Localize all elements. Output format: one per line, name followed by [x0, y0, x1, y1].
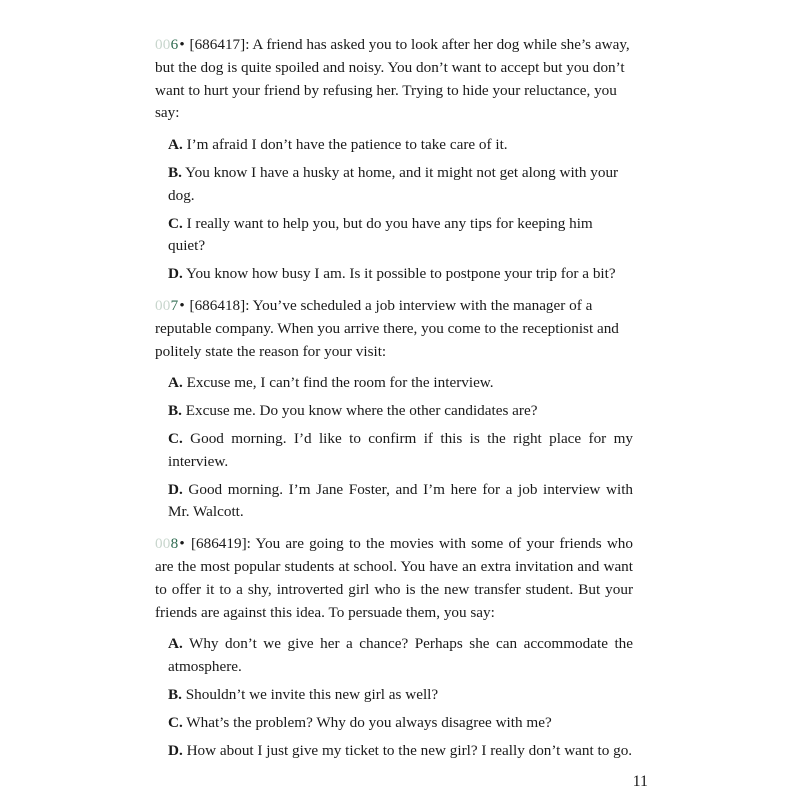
question-spacer [155, 286, 633, 295]
question-number [155, 535, 178, 552]
question-number-lead: 00 [155, 36, 171, 53]
question-number-lead: 00 [155, 296, 171, 314]
question-block [155, 34, 633, 286]
option-letter: A. [168, 136, 183, 154]
option-text: How about I just give my ticket to the new girl? I really don’t want to go. [186, 741, 633, 759]
option-item[interactable] [155, 628, 633, 679]
question-separator: • [179, 535, 185, 553]
option-item[interactable] [155, 707, 633, 735]
option-text: I’m afraid I don’t have the patience to take care of it. [186, 136, 508, 154]
option-text: You know how busy I am. Is it possible to postpone your trip for a bit? [186, 265, 616, 283]
option-letter: A. [168, 635, 183, 653]
question-number-last: 7 [170, 296, 179, 314]
question-separator: • [179, 36, 185, 53]
option-letter: D. [168, 741, 183, 759]
option-item[interactable] [155, 679, 633, 707]
option-item[interactable] [155, 423, 633, 474]
option-text: I really want to help you, but do you have any tips for keeping him quiet? [168, 214, 593, 255]
question-number-last: 6 [170, 36, 179, 53]
option-text: Excuse me. Do you know where the other candidates are? [185, 402, 538, 420]
question-stem [155, 533, 633, 624]
question-stem [155, 295, 633, 363]
option-item[interactable] [155, 258, 633, 286]
option-letter: B. [168, 685, 182, 703]
question-number-lead: 00 [155, 535, 171, 553]
option-item[interactable] [155, 157, 633, 208]
question-spacer [155, 524, 633, 533]
option-letter: B. [168, 402, 182, 420]
option-text: Excuse me, I can’t find the room for the interview. [186, 374, 494, 392]
option-item[interactable] [155, 129, 633, 157]
option-item[interactable] [155, 474, 633, 525]
question-id: [686418]: [189, 296, 250, 314]
question-id: [686417]: [189, 36, 250, 53]
question-text: A friend has asked you to look after her dog while she’s away, but the dog is quite spoiled and noisy. You don’t want to accept but you don’t want to hurt your friend by refusing her. Trying to hide your reluctance, you say: [155, 36, 630, 122]
question-list [155, 34, 633, 762]
option-item[interactable] [155, 735, 633, 763]
option-item[interactable] [155, 367, 633, 395]
question-separator: • [179, 296, 185, 314]
question-block [155, 295, 633, 524]
option-text: What’s the problem? Why do you always disagree with me? [186, 713, 552, 731]
option-letter: C. [168, 214, 183, 232]
option-text: Good morning. I’m Jane Foster, and I’m here for a job interview with Mr. Walcott. [168, 480, 634, 521]
option-letter: D. [168, 265, 183, 283]
question-text: You are going to the movies with some of your friends who are the most popular students at school. You have an extra invitation and want to offer it to a shy, introverted girl who is the new transfer student. But your friends are against this idea. To persuade them, you say: [155, 535, 633, 621]
option-letter: B. [168, 163, 182, 181]
option-letter: D. [168, 480, 183, 498]
option-list [155, 628, 633, 762]
question-block [155, 533, 633, 762]
option-list [155, 367, 633, 524]
option-letter: C. [168, 429, 183, 447]
question-number-last: 8 [170, 535, 179, 553]
option-text: You know I have a husky at home, and it might not get along with your dog. [168, 163, 619, 204]
option-item[interactable] [155, 395, 633, 423]
question-number [155, 297, 178, 314]
option-text: Good morning. I’d like to confirm if this is the right place for my interview. [168, 429, 634, 470]
option-text: Why don’t we give her a chance? Perhaps she can accommodate the atmosphere. [168, 635, 633, 676]
question-text: You’ve scheduled a job interview with the manager of a reputable company. When you arrive there, you come to the receptionist and politely state the reason for your visit: [155, 296, 619, 360]
option-list [155, 129, 633, 286]
question-number [155, 36, 178, 53]
page-number: 11 [632, 773, 648, 790]
option-letter: A. [168, 374, 183, 392]
question-id: [686419]: [190, 535, 251, 553]
option-item[interactable] [155, 208, 633, 259]
option-letter: C. [168, 713, 183, 731]
question-stem [155, 34, 633, 125]
option-text: Shouldn’t we invite this new girl as well? [185, 685, 439, 703]
